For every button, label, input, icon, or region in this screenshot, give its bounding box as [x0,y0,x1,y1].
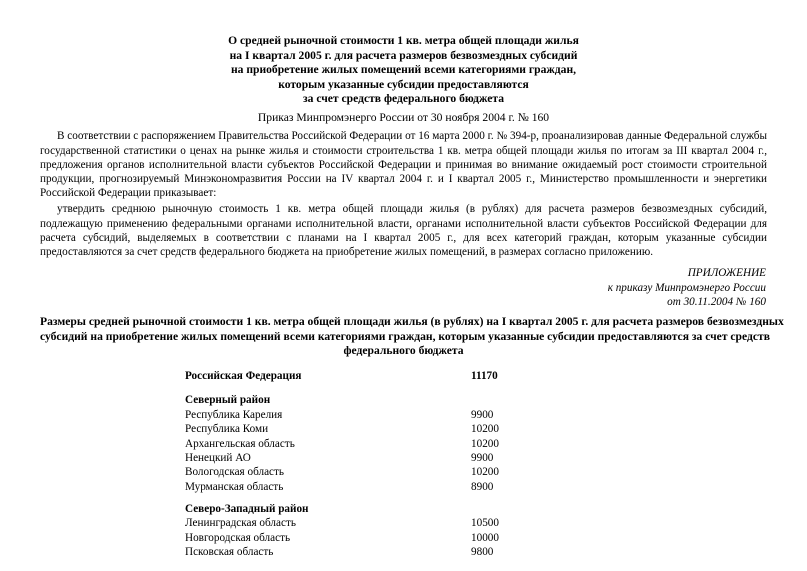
table-row [185,422,605,436]
row-value: 10000 [471,531,499,544]
row-value: 8900 [471,480,494,493]
row-value: 9800 [471,546,494,559]
resolution-paragraph: утвердить среднюю рыночную стоимость 1 кв. метра общей площади жилья (в рублях) для расчета размеров безвозмездных субсидий, подлежащую применению федеральными органами исполнительной власти, органами исполнительной власти субъектов Российской Федерации для расчета субсидий, выделяемых в соответствии с планами на I квартал 2005 г., для всех категорий граждан, которым указанные субсидии предоставляются за счет средств федерального бюджета на приобретение жилых помещений, в размерах согласно приложению. [40,203,767,259]
row-value: 10200 [471,466,499,479]
row-value: 10200 [471,437,499,450]
table-title-line: Размеры средней рыночной стоимости 1 кв. метра общей площади жилья (в рублях) на I квартал 2005 г. для расчета размеров безвозмездных [40,315,784,329]
row-name: Архангельская область [185,437,295,450]
order-reference: Приказ Минпромэнерго России от 30 ноября 2004 г. № 160 [257,110,550,124]
table-row [185,531,605,545]
row-value: 11170 [471,369,498,382]
preamble-paragraph: В соответствии с распоряжением Правительства Российской Федерации от 16 марта 2000 г. № 394-р, проанализировав данные Федеральной службы государственной статистики о ценах на рынке жилья и стоимости строительства 1 кв. метра общей площади жилья по итогам за III квартал 2004 г., предложения органов исполнительной власти субъектов Российской Федерации и принимая во внимание ожидаемый рост стоимости строительной продукции, прогнозируемый Минэкономразвития России на IV квартал 2004 г. и I квартал 2005 г., Министерство промышленности и энергетики Российской Федерации приказывает: [40,130,767,200]
table-row [185,480,605,494]
region-heading: Северо-Западный район [185,503,309,516]
row-name: Ненецкий АО [185,451,251,464]
region-heading: Северный район [185,394,271,407]
table-row [185,465,605,479]
appendix-label: ПРИЛОЖЕНИЕ [687,267,766,280]
table-title-line: федерального бюджета [343,344,464,358]
row-name: Российская Федерация [185,369,302,382]
row-value: 9900 [471,408,494,421]
document-title [40,34,767,107]
title-line: за счет средств федерального бюджета [302,92,505,106]
row-name: Ленинградская область [185,517,296,530]
table-row [185,437,605,451]
row-name: Республика Карелия [185,408,283,421]
table-title-line: субсидий на приобретение жилых помещений всеми категориями граждан, которым указанные субсидии предоставляются за счет средств [40,329,770,343]
row-name: Республика Коми [185,423,269,436]
table-row [185,516,605,530]
price-table [185,369,605,560]
row-name: Вологодская область [185,466,285,479]
table-row [185,451,605,465]
appendix-date: от 30.11.2004 № 160 [667,295,766,308]
row-name: Псковская область [185,546,274,559]
table-row [185,408,605,422]
row-name: Новгородская область [185,531,291,544]
appendix-ref: к приказу Минпромэнерго России [607,281,766,294]
table-row-total [185,369,605,383]
table-title [40,315,784,359]
title-line: на приобретение жилых помещений всеми категориями граждан, [230,63,577,77]
row-name: Мурманская область [185,480,284,493]
title-line: на I квартал 2005 г. для расчета размеров безвозмездных субсидий [229,48,578,62]
row-value: 10500 [471,517,499,530]
row-value: 9900 [471,451,494,464]
appendix-block [40,266,767,309]
table-row [185,545,605,559]
row-value: 10200 [471,423,499,436]
title-line: О средней рыночной стоимости 1 кв. метра общей площади жилья [228,34,579,47]
title-line: которым указанные субсидии предоставляются [278,77,529,91]
